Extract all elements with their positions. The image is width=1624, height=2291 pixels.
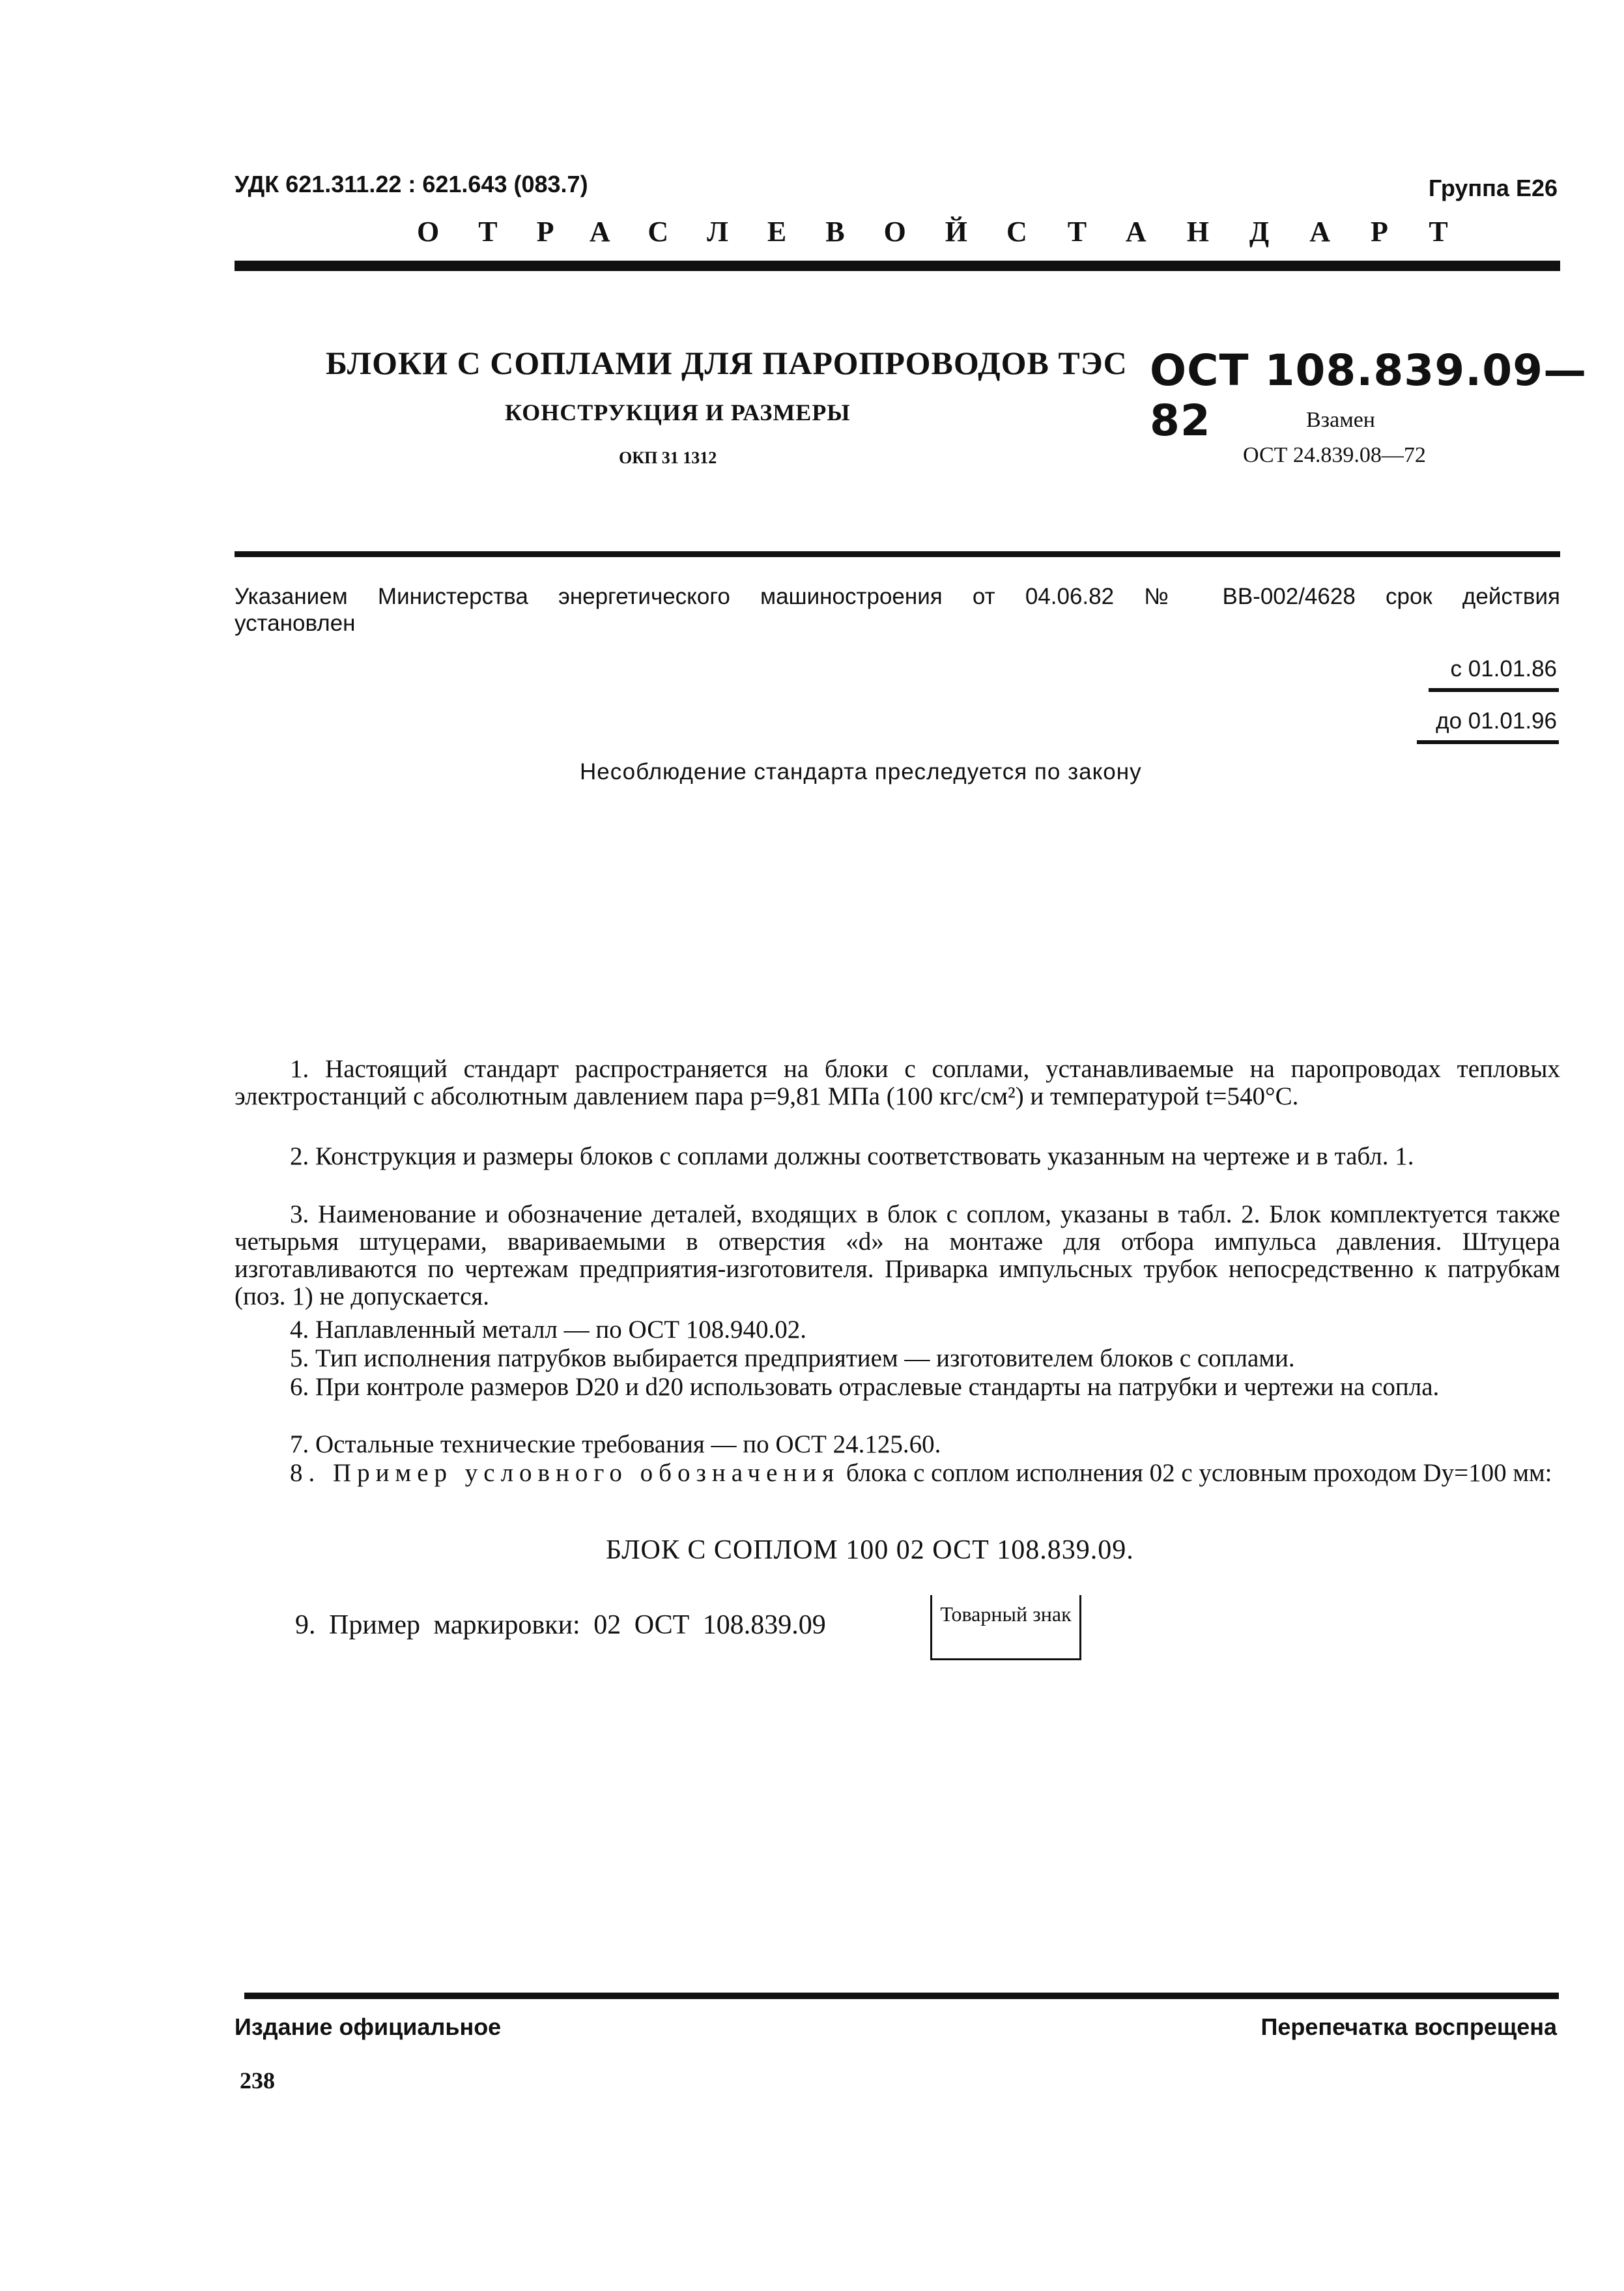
valid-to-rule [1417,740,1559,744]
document-subtitle: КОНСТРУКЦИЯ И РАЗМЕРЫ [505,399,851,425]
standard-code: ОСТ 108.839.09—82 [1150,345,1588,446]
udk-code: УДК 621.311.22 : 621.643 (083.7) [235,171,588,197]
valid-to-date: до 01.01.96 [1436,708,1557,734]
footer-rule [244,1993,1559,1999]
replaces-label: Взамен [1306,408,1376,432]
paragraph-5: 5. Тип исполнения патрубков выбирается предприятием — изготовителем блоков с соплами. [290,1344,1295,1372]
title-rule [235,551,1560,557]
valid-from-rule [1429,688,1559,692]
paragraph-6: 6. При контроле размеров D20 и d20 использовать отраслевые стандарты на патрубки и чертежи на сопла. [290,1373,1440,1401]
official-edition: Издание официальное [235,2013,502,2040]
document-title: БЛОКИ С СОПЛАМИ ДЛЯ ПАРОПРОВОДОВ ТЭС [326,345,1128,381]
page-number: 238 [240,2068,275,2094]
header-rule [235,261,1560,271]
paragraph-7: 7. Остальные технические требования — по ОСТ 24.125.60. [290,1430,941,1458]
designation-example: БЛОК С СОПЛОМ 100 02 ОСТ 108.839.09. [606,1535,1134,1565]
paragraph-8-rest: блока с соплом исполнения 02 с условным проходом Dу=100 мм: [846,1459,1552,1487]
replaces-code: ОСТ 24.839.08—72 [1243,443,1426,467]
marking-example: 9. Пример маркировки: 02 ОСТ 108.839.09 [295,1610,826,1640]
paragraph-3: 3. Наименование и обозначение деталей, входящих в блок с соплом, указаны в табл. 2. Блок комплектуется также четырьмя штуцерами, ввариваемыми в отверстия «d» на монтаже для отбора импульса давления. Штуцера изготавливаются по чертежам предприятия-изготовителя. Приварка импульсных трубок непосредственно к патрубкам (поз. 1) не допускается. [235,1200,1560,1310]
banner-standard: СТАНДАРТ [1006,216,1489,248]
paragraph-4: 4. Наплавленный металл — по ОСТ 108.940.02. [290,1316,807,1344]
legal-notice: Несоблюдение стандарта преследуется по закону [580,759,1142,785]
valid-from-date: с 01.01.86 [1450,656,1557,682]
trademark-box: Товарный знак [930,1595,1081,1660]
paragraph-2: 2. Конструкция и размеры блоков с соплами должны соответствовать указанным на чертеже и в табл. 1. [290,1142,1414,1170]
group-code: Группа Е26 [1428,175,1558,201]
reprint-prohibited: Перепечатка воспрещена [1261,2013,1557,2040]
paragraph-8-lead: 8. Пример условного обозначения [290,1459,840,1487]
directive-text-2: установлен [235,611,356,636]
banner-branch: ОТРАСЛЕВОЙ [417,216,1007,248]
okp-code: ОКП 31 1312 [619,448,717,467]
paragraph-8 [235,1460,1560,1487]
paragraph-1: 1. Настоящий стандарт распространяется на блоки с соплами, устанавливаемые на паропроводах тепловых электростанций с абсолютным давлением пара p=9,81 МПа (100 кгс/см²) и температурой t=540°С. [235,1055,1560,1110]
directive-text: Указанием Министерства энергетического машиностроения от 04.06.82 № ВВ-002/4628 срок действия [235,584,1560,609]
